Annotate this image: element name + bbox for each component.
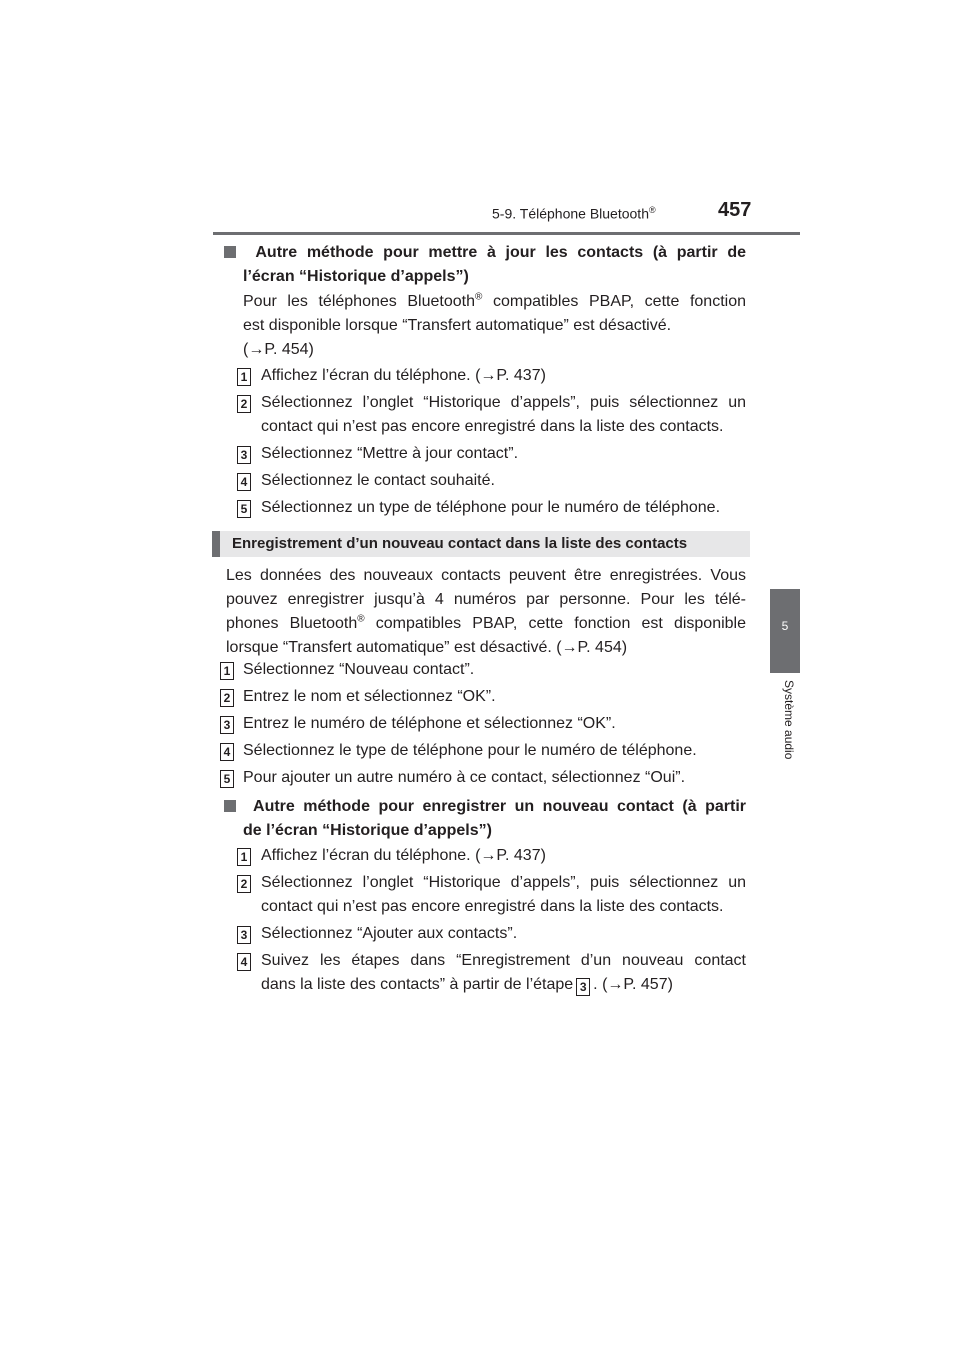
block1-intro: Pour les téléphones Bluetooth® compatibles PBAP, cette fonction est disponible lorsque “Transfert automatique” est désactivé. (→P. 454) [243, 291, 747, 358]
chapter-label: Système audio [782, 680, 796, 760]
list-item: Sélectionnez “Mettre à jour contact”. [261, 445, 519, 462]
heading-bullet [224, 800, 236, 812]
section-banner [212, 531, 750, 557]
chapter-number: 5 [781, 619, 789, 633]
step-number: 2 [237, 875, 251, 893]
step-number: 1 [237, 368, 251, 386]
page-number: 457 [718, 199, 752, 221]
list-item: Affichez l’écran du téléphone. (→P. 437) [261, 367, 546, 384]
list-item: Affichez l’écran du téléphone. (→P. 437) [261, 847, 546, 864]
list-item: Sélectionnez l’onglet “Historique d’appels”, puis sélectionnez un contact qui n’est pas encore enregistré dans la liste des contacts. [261, 874, 746, 915]
section-title: 5-9. Téléphone Bluetooth® [492, 205, 656, 222]
step-number: 5 [220, 770, 234, 788]
section-banner-title: Enregistrement d’un nouveau contact dans la liste des contacts [232, 535, 688, 552]
chapter-tab [770, 589, 800, 673]
list-item: Sélectionnez l’onglet “Historique d’appels”, puis sélectionnez un contact qui n’est pas encore enregistré dans la liste des contacts. [261, 394, 746, 435]
step-reference: 3 [576, 978, 590, 996]
step-number: 1 [220, 662, 234, 680]
list-item: Entrez le numéro de téléphone et sélectionnez “OK”. [243, 715, 616, 732]
step-number: 2 [220, 689, 234, 707]
list-item: Sélectionnez “Ajouter aux contacts”. [261, 925, 518, 942]
list-item: Entrez le nom et sélectionnez “OK”. [243, 688, 496, 705]
list-item: Pour ajouter un autre numéro à ce contact, sélectionnez “Oui”. [243, 769, 686, 786]
step-number: 4 [220, 743, 234, 761]
block2-intro: Les données des nouveaux contacts peuvent être enregistrées. Vous pouvez enregistrer jusqu’à 4 numéros par personne. Pour les télé- phones Bluetooth® compatibles PBAP, cette fonction est disponible lorsque “Transfert automatique” est désactivé. (→P. 454) [226, 567, 747, 656]
list-item: Suivez les étapes dans “Enregistrement d’un nouveau contact dans la liste des contacts” à partir de l’étape 3 . (→P. 457) [261, 952, 746, 994]
step-number: 3 [220, 716, 234, 734]
step-number: 3 [237, 926, 251, 944]
list-item: Sélectionnez un type de téléphone pour le numéro de téléphone. [261, 499, 721, 516]
list-item: Sélectionnez le contact souhaité. [261, 472, 495, 489]
list-item: Sélectionnez “Nouveau contact”. [243, 661, 475, 678]
step-number: 5 [237, 500, 251, 518]
header-rule [213, 232, 800, 235]
step-number: 1 [237, 848, 251, 866]
list-item: Sélectionnez le type de téléphone pour le numéro de téléphone. [243, 742, 697, 759]
step-number: 4 [237, 953, 251, 971]
block3-heading: Autre méthode pour enregistrer un nouveau contact (à partir de l’écran “Historique d’appels”) [224, 795, 746, 843]
step-number: 2 [237, 395, 251, 413]
block1-heading: Autre méthode pour mettre à jour les contacts (à partir de l’écran “Historique d’appels”) [224, 241, 746, 289]
heading-bullet [224, 246, 236, 258]
step-number: 3 [237, 446, 251, 464]
step-number: 4 [237, 473, 251, 491]
